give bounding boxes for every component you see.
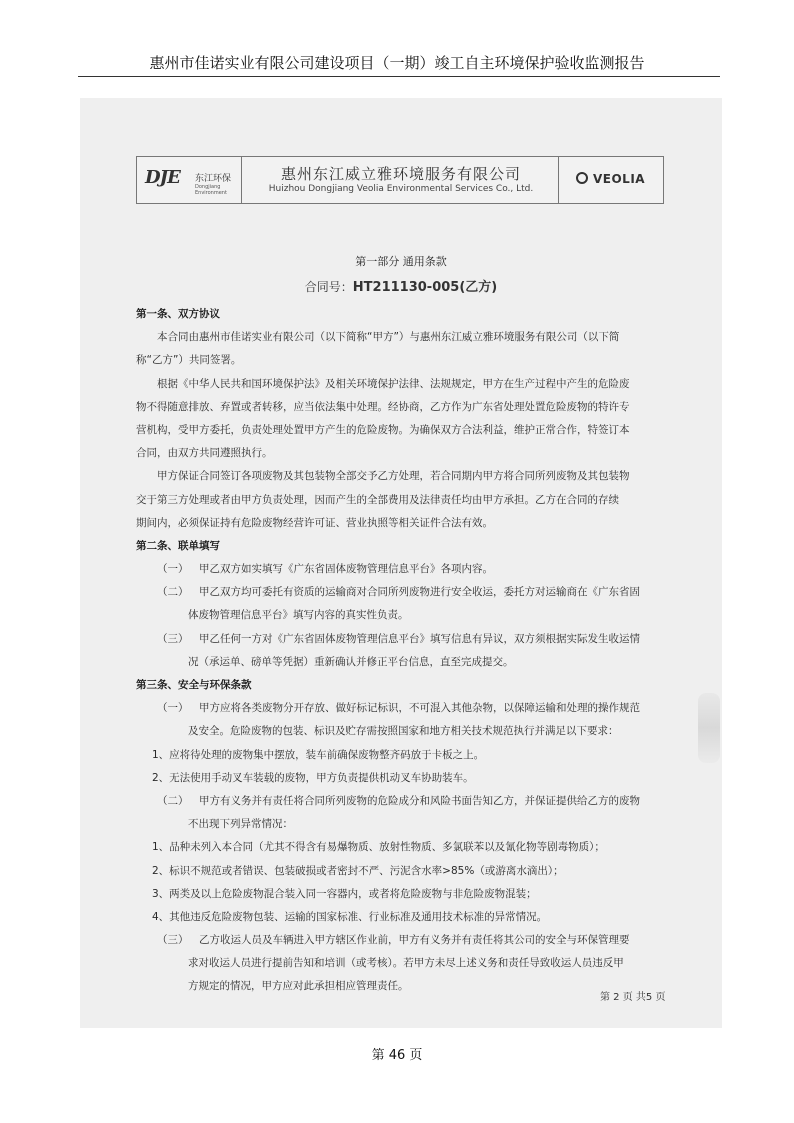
contract-line: 1、应将待处理的废物集中摆放，装车前确保废物整齐码放于卡板之上。 bbox=[152, 748, 485, 761]
company-name-en: Huizhou Dongjiang Veolia Environmental Services Co., Ltd. bbox=[268, 184, 534, 194]
contract-number-value: HT211130-005(乙方) bbox=[352, 280, 498, 295]
item-text: 甲乙双方如实填写《广东省固体废物管理信息平台》各项内容。 bbox=[199, 563, 493, 576]
item-marker: （一） bbox=[157, 563, 189, 576]
item-marker: （三） bbox=[157, 934, 189, 947]
contract-line: 3、两类及以上危险废物混合装入同一容器内，或者将危险废物与非危险废物混装； bbox=[152, 887, 537, 900]
contract-line: 交于第三方处理或者由甲方负责处理，因而产生的全部费用及法律责任均由甲方承担。乙方在合同的存续 bbox=[136, 493, 619, 506]
contract-line: 称“乙方”）共同签署。 bbox=[136, 354, 242, 367]
contract-line: 况（承运单、磅单等凭据）重新确认并修正平台信息，直至完成提交。 bbox=[188, 655, 514, 668]
dje-logo bbox=[137, 157, 242, 203]
contract-line: 2、标识不规范或者错误、包装破损或者密封不严、污泥含水率>85%（或游离水滴出）； bbox=[152, 864, 564, 877]
dje-logo-en: Dongjiang Environment bbox=[195, 184, 227, 196]
contract-number-label: 合同号： bbox=[304, 280, 353, 294]
contract-line: 及安全。危险废物的包装、标识及贮存需按照国家和地方相关技术规范执行并满足以下要求： bbox=[188, 725, 619, 738]
item-text: 甲方有义务并有责任将合同所列废物的危险成分和风险书面告知乙方，并保证提供给乙方的废物 bbox=[199, 794, 640, 807]
contract-line: 营机构，受甲方委托，负责处理处置甲方产生的危险废物。为确保双方合法利益，维护正常合作，特签订本 bbox=[136, 423, 630, 436]
scan-smudge bbox=[698, 693, 720, 763]
item-marker: （三） bbox=[157, 632, 189, 645]
contract-line: 求对收运人员进行提前告知和培训（或考核）。若甲方未尽上述义务和责任导致收运人员违反甲 bbox=[188, 957, 624, 970]
letterhead bbox=[136, 156, 664, 204]
page-header: 惠州市佳诺实业有限公司建设项目（一期）竣工自主环境保护验收监测报告 bbox=[149, 54, 645, 72]
item-marker: （一） bbox=[157, 702, 189, 715]
contract-body bbox=[136, 303, 680, 999]
clause-heading: 第一条、双方协议 bbox=[136, 308, 220, 320]
contract-line: 本合同由惠州市佳诺实业有限公司（以下简称“甲方”）与惠州东江威立雅环境服务有限公司（以下简 bbox=[157, 331, 620, 344]
item-marker: （二） bbox=[157, 794, 189, 807]
contract-line: 甲方保证合同签订各项废物及其包装物全部交予乙方处理，若合同期内甲方将合同所列废物及其包装物 bbox=[157, 470, 630, 483]
item-marker: （二） bbox=[157, 586, 189, 599]
contract-line: 物不得随意排放、弃置或者转移，应当依法集中处理。经协商，乙方作为广东省处理处置危险废物的特许专 bbox=[136, 400, 630, 413]
contract-number bbox=[80, 276, 722, 295]
item-text: 甲乙双方均可委托有资质的运输商对合同所列废物进行安全收运，委托方对运输商在《广东省固 bbox=[199, 586, 640, 599]
veolia-logo bbox=[558, 157, 663, 203]
contract-line: 体废物管理信息平台》填写内容的真实性负责。 bbox=[188, 609, 409, 622]
part-title: 第一部分 通用条款 bbox=[355, 255, 447, 268]
contract-line: 4、其他违反危险废物包装、运输的国家标准、行业标准及通用技术标准的异常情况。 bbox=[152, 910, 548, 923]
contract-line: 不出现下列异常情况： bbox=[188, 818, 293, 831]
contract-line: 方规定的情况，甲方应对此承担相应管理责任。 bbox=[188, 980, 409, 993]
contract-line bbox=[136, 929, 680, 952]
veolia-circle-icon bbox=[576, 172, 588, 184]
item-text: 乙方收运人员及车辆进入甲方辖区作业前，甲方有义务并有责任将其公司的安全与环保管理要 bbox=[199, 934, 630, 947]
contract-line: 根据《中华人民共和国环境保护法》及相关环境保护法律、法规规定，甲方在生产过程中产生的危险废 bbox=[157, 377, 630, 390]
contract-line bbox=[136, 790, 680, 813]
contract-line: 2、无法使用手动叉车装载的废物，甲方负责提供机动叉车协助装车。 bbox=[152, 771, 474, 784]
contract-line bbox=[136, 558, 680, 581]
contract-line bbox=[136, 581, 680, 604]
dje-logo-mark: DJE bbox=[145, 167, 180, 188]
header-rule bbox=[78, 76, 720, 77]
scanned-contract-page bbox=[80, 98, 722, 1028]
clause-heading: 第二条、联单填写 bbox=[136, 539, 220, 552]
veolia-logo-text: VEOLIA bbox=[593, 172, 646, 186]
page-of-count: 第 2 页 共5 页 bbox=[600, 992, 666, 1003]
item-text: 甲乙任何一方对《广东省固体废物管理信息平台》填写信息有异议，双方须根据实际发生收运情 bbox=[199, 632, 640, 645]
contract-line bbox=[136, 697, 680, 720]
item-text: 甲方应将各类废物分开存放、做好标记标识，不可混入其他杂物，以保障运输和处理的操作规范 bbox=[199, 702, 640, 715]
contract-line: 期间内，必须保证持有危险废物经营许可证、营业执照等相关证件合法有效。 bbox=[136, 516, 493, 529]
clause-heading: 第三条、安全与环保条款 bbox=[136, 679, 252, 691]
contract-line: 合同，由双方共同遵照执行。 bbox=[136, 447, 273, 460]
dje-logo-cn: 东江环保 bbox=[195, 174, 232, 184]
company-name-cn: 惠州东江威立雅环境服务有限公司 bbox=[280, 165, 521, 183]
contract-line bbox=[136, 628, 680, 651]
footer-page-number: 第 46 页 bbox=[371, 1048, 423, 1063]
contract-line: 1、品种未列入本合同（尤其不得含有易爆物质、放射性物质、多氯联苯以及氰化物等剧毒物质）； bbox=[152, 841, 605, 854]
